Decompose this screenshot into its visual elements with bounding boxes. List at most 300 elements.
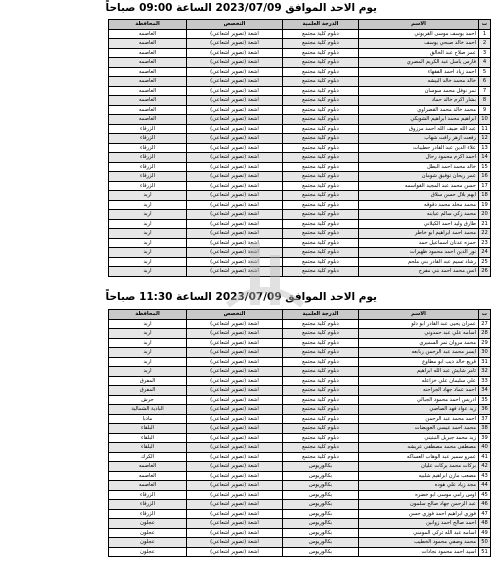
table-row [109,357,491,367]
cell-name: ابراهيم محمد ابراهيم الشويكي [359,115,479,125]
cell-index: 36 [479,405,491,415]
cell-governorate: العاصمه [109,67,187,77]
cell-index: 39 [479,433,491,443]
table-row [109,191,491,201]
cell-degree: دبلوم كلية مجتمع [283,367,359,377]
cell-degree: دبلوم كلية مجتمع [283,433,359,443]
cell-specialty: اشعة (تصوير اشعاعي) [187,58,283,68]
cell-governorate: اربد [109,257,187,267]
table-row [109,414,491,424]
cell-name: عبد الله ضيف الله احمد مرزوق [359,124,479,134]
table-row [109,490,491,500]
cell-degree: بكالوريوس [283,509,359,519]
cell-degree: دبلوم كلية مجتمع [283,424,359,434]
cell-degree: دبلوم كلية مجتمع [283,219,359,229]
cell-specialty: اشعة (تصوير اشعاعي) [187,200,283,210]
cell-name: اسيد احمد محمود نجادات [359,547,479,557]
cell-name: عبد الرحمن جهاد صالح سلمون [359,500,479,510]
cell-specialty: اشعة (تصوير اشعاعي) [187,386,283,396]
cell-degree: دبلوم كلية مجتمع [283,96,359,106]
cell-specialty: اشعة (تصوير اشعاعي) [187,481,283,491]
cell-degree: بكالوريوس [283,528,359,538]
cell-governorate: العاصمه [109,471,187,481]
cell-specialty: اشعة (تصوير اشعاعي) [187,115,283,125]
cell-degree: بكالوريوس [283,490,359,500]
cell-degree: دبلوم كلية مجتمع [283,405,359,415]
section-2-title: يوم الاحد الموافق 2023/07/09 الساعة 11:30 صباحاً [105,291,377,303]
cell-index: 29 [479,338,491,348]
cell-governorate: العاصمه [109,115,187,125]
cell-degree: دبلوم كلية مجتمع [283,77,359,87]
cell-governorate: الزرقاء [109,490,187,500]
cell-index: 3 [479,48,491,58]
cell-specialty: اشعة (تصوير اشعاعي) [187,67,283,77]
cell-governorate: اربد [109,191,187,201]
cell-specialty: اشعة (تصوير اشعاعي) [187,519,283,529]
cell-index: 2 [479,39,491,49]
cell-index: 38 [479,424,491,434]
table-row [109,405,491,415]
cell-governorate: الزرقاء [109,143,187,153]
cell-specialty: اشعة (تصوير اشعاعي) [187,395,283,405]
cell-governorate: العاصمه [109,48,187,58]
cell-governorate: الزرقاء [109,134,187,144]
cell-name: انس محمد احمد بني مفرج [359,267,479,277]
table-header-row [109,20,491,30]
cell-name: احمد عماد جهاد الجراحنه [359,386,479,396]
cell-name: علاء الدين عبد القادر حطيبات [359,143,479,153]
cell-name: خالد محمد خالد البيشه [359,77,479,87]
table-row [109,29,491,39]
cell-specialty: اشعة (تصوير اشعاعي) [187,424,283,434]
cell-name: عمران يحيى عبد القادر ابو دلو [359,319,479,329]
cell-degree: دبلوم كلية مجتمع [283,376,359,386]
cell-degree: دبلوم كلية مجتمع [283,48,359,58]
cell-specialty: اشعة (تصوير اشعاعي) [187,229,283,239]
cell-name: محمد خالد محمد القصراوي [359,105,479,115]
cell-governorate: اربد [109,338,187,348]
cell-name: علي سليمان علي خزاعله [359,376,479,386]
cell-degree: بكالوريوس [283,500,359,510]
cell-degree: دبلوم كلية مجتمع [283,257,359,267]
cell-specialty: اشعة (تصوير اشعاعي) [187,153,283,163]
header-name: الاسم [359,20,479,30]
cell-name: اوس رامي موسى ابو خضره [359,490,479,500]
cell-name: رشاد تسيم عبد القادر بني ملحم [359,257,479,267]
cell-governorate: عجلون [109,519,187,529]
cell-name: مجد زياد علي هوده [359,481,479,491]
cell-degree: دبلوم كلية مجتمع [283,58,359,68]
table-row [109,134,491,144]
cell-degree: دبلوم كلية مجتمع [283,210,359,220]
table-row [109,452,491,462]
cell-name: نمر نوفل محمد سوسان [359,86,479,96]
cell-degree: بكالوريوس [283,547,359,557]
cell-specialty: اشعة (تصوير اشعاعي) [187,219,283,229]
cell-name: فوزي ابراهيم احمد فوزي حسن [359,509,479,519]
table-row [109,181,491,191]
cell-index: 49 [479,528,491,538]
cell-specialty: اشعة (تصوير اشعاعي) [187,338,283,348]
cell-degree: دبلوم كلية مجتمع [283,319,359,329]
cell-index: 51 [479,547,491,557]
cell-name: محمد احمد عيسى العويضات [359,424,479,434]
cell-governorate: العاصمه [109,462,187,472]
cell-degree: دبلوم كلية مجتمع [283,105,359,115]
cell-degree: دبلوم كلية مجتمع [283,248,359,258]
cell-degree: دبلوم كلية مجتمع [283,200,359,210]
cell-governorate: اربد [109,229,187,239]
cell-degree: دبلوم كلية مجتمع [283,329,359,339]
cell-name: احمد يوسف موسى القريوني [359,29,479,39]
cell-name: محمد وصفي محمود الخطيب [359,538,479,548]
cell-name: زيد عواد فهد الصاصي [359,405,479,415]
cell-specialty: اشعة (تصوير اشعاعي) [187,143,283,153]
cell-index: 45 [479,490,491,500]
cell-governorate: العاصمه [109,481,187,491]
cell-specialty: اشعة (تصوير اشعاعي) [187,77,283,87]
cell-name: حمزه عدنان اسماعيل حمد [359,238,479,248]
table-row [109,338,491,348]
cell-index: 47 [479,509,491,519]
cell-name: حسن محمد عبد المجيد القواسمه [359,181,479,191]
cell-degree: دبلوم كلية مجتمع [283,191,359,201]
cell-governorate: الزرقاء [109,509,187,519]
cell-index: 37 [479,414,491,424]
cell-index: 44 [479,481,491,491]
header-index: ت [479,310,491,320]
cell-governorate: الزرقاء [109,153,187,163]
cell-specialty: اشعة (تصوير اشعاعي) [187,452,283,462]
cell-index: 33 [479,376,491,386]
cell-name: طارق وليد احمد الكيلاني [359,219,479,229]
cell-governorate: العاصمه [109,77,187,87]
cell-index: 23 [479,238,491,248]
cell-index: 50 [479,538,491,548]
cell-governorate: اربد [109,367,187,377]
table-row [109,48,491,58]
table-row [109,424,491,434]
cell-governorate: الكرك [109,452,187,462]
cell-specialty: اشعة (تصوير اشعاعي) [187,547,283,557]
table-row [109,105,491,115]
cell-specialty: اشعة (تصوير اشعاعي) [187,471,283,481]
cell-name: احمد محمد عبد الرحمن [359,414,479,424]
cell-governorate: العاصمه [109,86,187,96]
cell-index: 34 [479,386,491,396]
table-row [109,162,491,172]
cell-governorate: الزرقاء [109,124,187,134]
cell-name: ثامر شايش عبد الله ابراهيم [359,367,479,377]
cell-name: محمد احمد ابراهيم ابو خاطر [359,229,479,239]
cell-specialty: اشعة (تصوير اشعاعي) [187,181,283,191]
cell-governorate: الزرقاء [109,162,187,172]
cell-name: احمد خالد صبحي يوسف [359,39,479,49]
cell-index: 41 [479,452,491,462]
cell-degree: دبلوم كلية مجتمع [283,229,359,239]
cell-degree: بكالوريوس [283,471,359,481]
cell-governorate: اربد [109,219,187,229]
cell-index: 1 [479,29,491,39]
cell-governorate: اربد [109,329,187,339]
cell-index: 27 [479,319,491,329]
cell-degree: دبلوم كلية مجتمع [283,357,359,367]
table-row [109,124,491,134]
cell-governorate: اربد [109,210,187,220]
table-row [109,443,491,453]
cell-specialty: اشعة (تصوير اشعاعي) [187,134,283,144]
cell-index: 19 [479,200,491,210]
header-specialty: التخصص [187,20,283,30]
header-index: ت [479,20,491,30]
cell-degree: دبلوم كلية مجتمع [283,39,359,49]
cell-name: نور الدين احمد محمود ظهيرات [359,248,479,258]
cell-index: 46 [479,500,491,510]
table-row [109,395,491,405]
cell-governorate: اربد [109,319,187,329]
table-row [109,329,491,339]
cell-name: اسامه عبد الله تركي المومني [359,528,479,538]
cell-degree: دبلوم كلية مجتمع [283,181,359,191]
cell-specialty: اشعة (تصوير اشعاعي) [187,29,283,39]
table-row [109,376,491,386]
cell-governorate: البادية الشمالية [109,405,187,415]
cell-name: محمد مخلد محمد دقوقه [359,200,479,210]
table-row [109,348,491,358]
cell-degree: دبلوم كلية مجتمع [283,267,359,277]
cell-governorate: الزرقاء [109,172,187,182]
cell-name: فارس ياسل عبد الكريم المصري [359,58,479,68]
cell-governorate: اربد [109,200,187,210]
cell-degree: بكالوريوس [283,462,359,472]
table-row [109,519,491,529]
cell-index: 26 [479,267,491,277]
cell-governorate: اربد [109,267,187,277]
table-row [109,153,491,163]
cell-degree: دبلوم كلية مجتمع [283,238,359,248]
cell-specialty: اشعة (تصوير اشعاعي) [187,248,283,258]
header-degree: الدرجة العلمية [283,310,359,320]
cell-name: بشار اكرم خالد حماد [359,96,479,106]
cell-specialty: اشعة (تصوير اشعاعي) [187,500,283,510]
cell-specialty: اشعة (تصوير اشعاعي) [187,319,283,329]
cell-index: 13 [479,143,491,153]
schedule-table-2 [108,309,491,557]
cell-governorate: العاصمه [109,105,187,115]
table-body [109,319,491,557]
cell-governorate: عجلون [109,538,187,548]
cell-specialty: اشعة (تصوير اشعاعي) [187,443,283,453]
cell-index: 5 [479,67,491,77]
cell-degree: دبلوم كلية مجتمع [283,338,359,348]
cell-index: 14 [479,153,491,163]
table-row [109,500,491,510]
cell-index: 21 [479,219,491,229]
cell-specialty: اشعة (تصوير اشعاعي) [187,538,283,548]
cell-specialty: اشعة (تصوير اشعاعي) [187,376,283,386]
cell-index: 11 [479,124,491,134]
cell-governorate: المفرق [109,386,187,396]
cell-degree: دبلوم كلية مجتمع [283,115,359,125]
cell-specialty: اشعة (تصوير اشعاعي) [187,124,283,134]
cell-name: احمد اكرم محمود رحال [359,153,479,163]
cell-governorate: العاصمه [109,96,187,106]
cell-degree: دبلوم كلية مجتمع [283,153,359,163]
cell-degree: بكالوريوس [283,519,359,529]
cell-index: 31 [479,357,491,367]
table-row [109,471,491,481]
cell-name: احمد زياد احمد الفقهاء [359,67,479,77]
cell-governorate: العاصمه [109,29,187,39]
cell-specialty: اشعة (تصوير اشعاعي) [187,433,283,443]
cell-degree: دبلوم كلية مجتمع [283,348,359,358]
cell-index: 16 [479,172,491,182]
table-row [109,433,491,443]
cell-name: عمر ريحان توفيق شومان [359,172,479,182]
cell-governorate: مادبا [109,414,187,424]
cell-degree: دبلوم كلية مجتمع [283,143,359,153]
table-row [109,319,491,329]
cell-index: 20 [479,210,491,220]
cell-specialty: اشعة (تصوير اشعاعي) [187,462,283,472]
cell-specialty: اشعة (تصوير اشعاعي) [187,509,283,519]
table-row [109,547,491,557]
cell-degree: دبلوم كلية مجتمع [283,124,359,134]
cell-index: 7 [479,86,491,96]
table-row [109,39,491,49]
cell-index: 10 [479,115,491,125]
cell-governorate: اربد [109,248,187,258]
cell-index: 8 [479,96,491,106]
cell-governorate: الزرقاء [109,181,187,191]
cell-index: 9 [479,105,491,115]
table-row [109,386,491,396]
cell-governorate: البلقاء [109,424,187,434]
cell-specialty: اشعة (تصوير اشعاعي) [187,405,283,415]
cell-index: 28 [479,329,491,339]
cell-index: 24 [479,248,491,258]
cell-specialty: اشعة (تصوير اشعاعي) [187,490,283,500]
cell-specialty: اشعة (تصوير اشعاعي) [187,267,283,277]
cell-index: 40 [479,443,491,453]
table-row [109,538,491,548]
table-row [109,143,491,153]
table-row [109,86,491,96]
table-row [109,219,491,229]
cell-name: ادريس احمد محمود الجبالي [359,395,479,405]
table-row [109,367,491,377]
cell-specialty: اشعة (تصوير اشعاعي) [187,357,283,367]
table-row [109,58,491,68]
cell-specialty: اشعة (تصوير اشعاعي) [187,238,283,248]
cell-governorate: العاصمه [109,39,187,49]
cell-index: 22 [479,229,491,239]
cell-specialty: اشعة (تصوير اشعاعي) [187,96,283,106]
table-row [109,115,491,125]
table-row [109,210,491,220]
cell-specialty: اشعة (تصوير اشعاعي) [187,105,283,115]
cell-name: عمر صلاح عبد الخالق [359,48,479,58]
cell-index: 18 [479,191,491,201]
table-row [109,462,491,472]
cell-degree: بكالوريوس [283,538,359,548]
cell-degree: دبلوم كلية مجتمع [283,162,359,172]
cell-name: احمد صالح احمد زوانين [359,519,479,529]
table-row [109,200,491,210]
cell-index: 30 [479,348,491,358]
cell-governorate: عجلون [109,547,187,557]
cell-degree: دبلوم كلية مجتمع [283,172,359,182]
cell-name: ايهم بلال حسن سلاق [359,191,479,201]
cell-index: 25 [479,257,491,267]
header-name: الاسم [359,310,479,320]
cell-governorate: البلقاء [109,443,187,453]
cell-governorate: البلقاء [109,433,187,443]
cell-index: 42 [479,462,491,472]
cell-index: 35 [479,395,491,405]
header-governorate: المحافظة [109,20,187,30]
cell-degree: دبلوم كلية مجتمع [283,134,359,144]
cell-name: بركات محمد بركات عليان [359,462,479,472]
cell-degree: دبلوم كلية مجتمع [283,67,359,77]
cell-index: 48 [479,519,491,529]
cell-specialty: اشعة (تصوير اشعاعي) [187,172,283,182]
cell-name: محمد مروان نمر السميري [359,338,479,348]
cell-name: اسامه علي عبد حمدوني [359,329,479,339]
cell-specialty: اشعة (تصوير اشعاعي) [187,210,283,220]
cell-name: مصعب مازن ابراهيم شلبيه [359,471,479,481]
cell-specialty: اشعة (تصوير اشعاعي) [187,48,283,58]
cell-index: 32 [479,367,491,377]
cell-specialty: اشعة (تصوير اشعاعي) [187,39,283,49]
cell-governorate: العاصمه [109,58,187,68]
header-governorate: المحافظة [109,310,187,320]
cell-name: مصطفى محمد مصطفى عريشه [359,443,479,453]
cell-governorate: اربد [109,357,187,367]
table-row [109,172,491,182]
cell-specialty: اشعة (تصوير اشعاعي) [187,162,283,172]
cell-specialty: اشعة (تصوير اشعاعي) [187,367,283,377]
cell-degree: دبلوم كلية مجتمع [283,443,359,453]
header-degree: الدرجة العلمية [283,20,359,30]
table-row [109,96,491,106]
header-specialty: التخصص [187,310,283,320]
cell-degree: دبلوم كلية مجتمع [283,29,359,39]
cell-index: 43 [479,471,491,481]
cell-specialty: اشعة (تصوير اشعاعي) [187,329,283,339]
cell-name: محمد زكي سالم عيابنه [359,210,479,220]
cell-index: 17 [479,181,491,191]
cell-degree: دبلوم كلية مجتمع [283,386,359,396]
cell-specialty: اشعة (تصوير اشعاعي) [187,414,283,424]
cell-governorate: الزرقاء [109,500,187,510]
cell-governorate: المفرق [109,376,187,386]
table-row [109,67,491,77]
table-row [109,481,491,491]
cell-degree: بكالوريوس [283,481,359,491]
cell-degree: دبلوم كلية مجتمع [283,452,359,462]
cell-name: عمرو سمير عبد الوهاب العساكه [359,452,479,462]
cell-degree: دبلوم كلية مجتمع [283,414,359,424]
cell-index: 4 [479,58,491,68]
cell-governorate: جرش [109,395,187,405]
cell-name: قريع خالد ذيب ابو مطاوع [359,357,479,367]
cell-degree: دبلوم كلية مجتمع [283,395,359,405]
cell-specialty: اشعة (تصوير اشعاعي) [187,348,283,358]
cell-index: 12 [479,134,491,144]
cell-index: 6 [479,77,491,87]
cell-name: رفعت ازهر رافت شهاب [359,134,479,144]
